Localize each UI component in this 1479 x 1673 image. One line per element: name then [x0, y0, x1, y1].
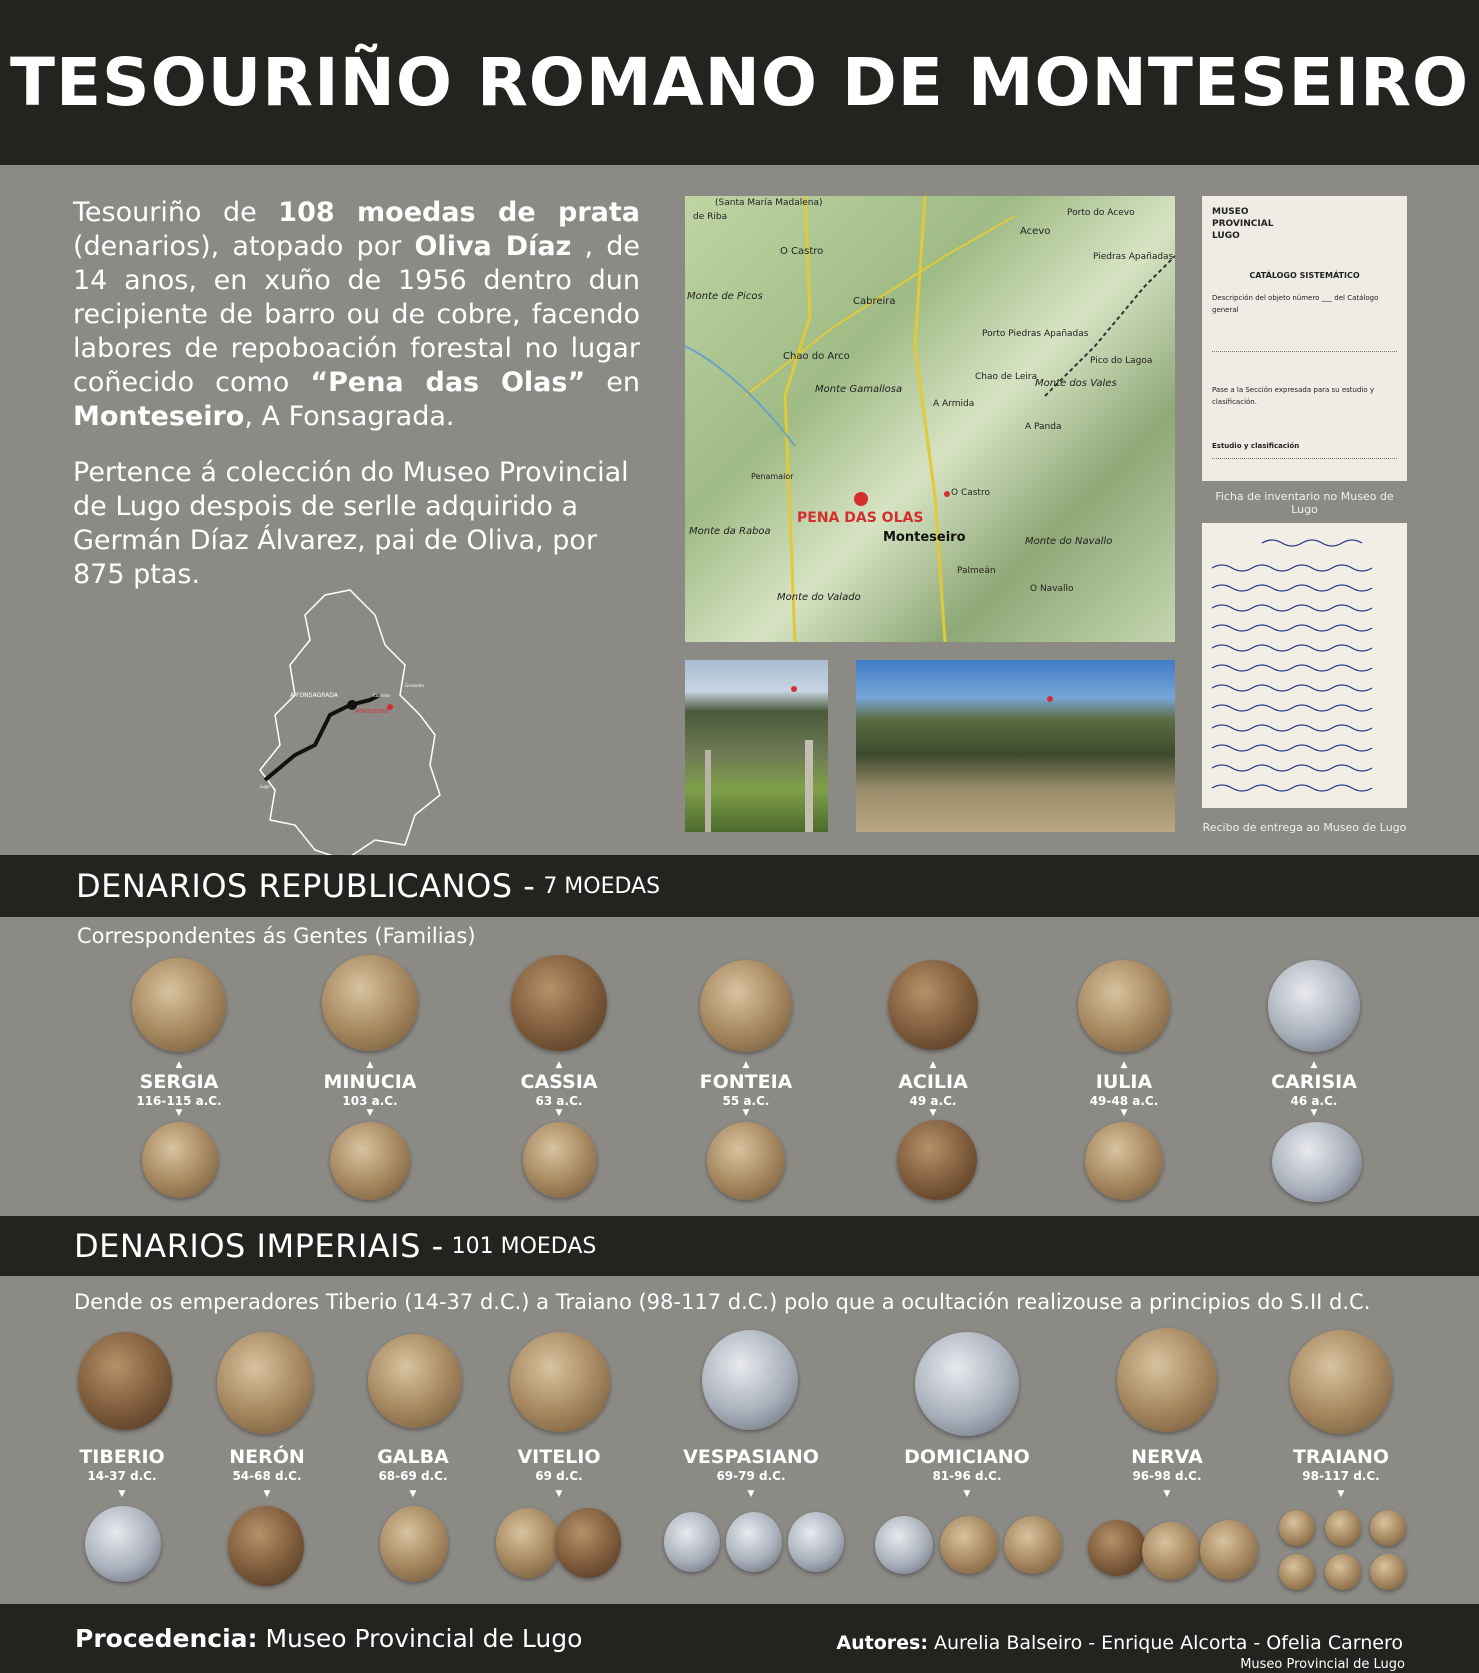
map-place-17: Penamaior	[751, 472, 794, 481]
coin-obverse	[511, 955, 607, 1051]
coin-obverse	[510, 1332, 610, 1432]
locator-label-monteseiro: MONTESEIRO	[355, 709, 389, 715]
coin-reverse	[897, 1120, 977, 1200]
coin-reverse	[664, 1512, 720, 1572]
coin-obverse	[915, 1332, 1019, 1436]
coin-label-vitelio: VITELIO 69 d.C.	[517, 1446, 601, 1483]
coin-reverse	[940, 1516, 998, 1574]
coin-reverse	[788, 1512, 844, 1572]
map-place-18: O Castro	[951, 488, 990, 498]
map-place-14: Monte dos Vales	[1035, 378, 1117, 389]
fence-post	[805, 740, 813, 832]
coin-label-vespasiano: VESPASIANO 69-79 d.C.	[683, 1446, 819, 1483]
arrow-up-icon: ▲	[175, 1060, 183, 1070]
map-place-5: Porto do Acevo	[1067, 208, 1135, 218]
coin-reverse	[523, 1122, 597, 1198]
coin-obverse	[1078, 960, 1170, 1052]
map-place-3: O Castro	[780, 246, 824, 257]
coin-label-cassia: CASSIA 63 a.C.	[520, 1071, 598, 1108]
coin-label-neron: NERÓN 54-68 d.C.	[229, 1446, 305, 1483]
receipt-handwriting	[1202, 523, 1407, 808]
republican-title: DENARIOS REPUBLICANOS -	[76, 867, 536, 905]
coin-label-domiciano: DOMICIANO 81-96 d.C.	[904, 1446, 1030, 1483]
intro-paragraph-1: Tesouriño de 108 moedas de prata (denarios), atopado por Oliva Díaz , de 14 anos, en xuño de 1956 dentro dun recipiente de barro ou de cobre, facendo labores de repoboación forestal no lugar coñecido como “Pena das Olas” en Monteseiro, A Fonsagrada.	[73, 197, 640, 432]
coin-reverse	[707, 1122, 785, 1200]
inventory-card-catalog: CATÁLOGO SISTEMÁTICO	[1249, 271, 1360, 280]
map-river	[685, 346, 795, 446]
receipt-caption: Recibo de entrega ao Museo de Lugo	[1202, 821, 1407, 834]
coin-label-nerva: NERVA 96-98 d.C.	[1131, 1446, 1203, 1483]
coin-obverse	[888, 960, 978, 1050]
coin-obverse	[217, 1332, 313, 1434]
map-place-10: Porto Piedras Apañadas	[982, 329, 1089, 339]
coin-label-acilia: ACILIA 49 a.C.	[898, 1071, 968, 1108]
coin-reverse	[1004, 1516, 1062, 1574]
map-site-label: PENA DAS OLAS	[797, 510, 924, 526]
map-road-2	[915, 196, 945, 642]
map-place-15: A Armida	[933, 399, 975, 409]
arrow-down-icon: ▼	[263, 1489, 271, 1499]
coin-reverse	[555, 1508, 621, 1578]
locator-label-lugo: Lugo	[260, 784, 270, 789]
republican-count: 7 MOEDAS	[543, 873, 661, 899]
museum-credit: Museo Provincial de Lugo	[1240, 1657, 1405, 1672]
coin-reverse	[142, 1122, 218, 1198]
arrow-down-icon: ▼	[118, 1489, 126, 1499]
provenance: Procedencia: Museo Provincial de Lugo	[75, 1624, 583, 1653]
coin-obverse	[1117, 1328, 1217, 1432]
imperial-title: DENARIOS IMPERIAIS -	[74, 1227, 444, 1265]
coin-obverse	[368, 1334, 462, 1428]
receipt-document	[1202, 523, 1407, 808]
coin-reverse	[228, 1506, 304, 1586]
map-place-11: Pico do Lagoa	[1090, 356, 1153, 366]
inventory-card-line2: Pase a la Sección expresada para su estudio y clasificación.	[1212, 386, 1374, 406]
monteseiro-dot	[944, 491, 950, 497]
landscape-photo-right	[856, 660, 1175, 832]
republican-subtitle: Correspondentes ás Gentes (Familias)	[77, 924, 476, 948]
arrow-down-icon: ▼	[555, 1489, 563, 1499]
coin-reverse	[1085, 1122, 1163, 1200]
map-place-20: Monte do Navallo	[1025, 536, 1113, 547]
map-place-4: Acevo	[1020, 226, 1051, 237]
map-place-9: Chao do Arco	[783, 351, 850, 362]
arrow-up-icon: ▲	[1120, 1060, 1128, 1070]
inventory-card-heading: MUSEO PROVINCIAL LUGO	[1212, 207, 1274, 241]
locator-outline	[260, 590, 440, 860]
title-band	[0, 0, 1479, 165]
republican-section-header	[0, 855, 1479, 917]
coin-reverse	[1325, 1554, 1361, 1590]
arrow-up-icon: ▲	[555, 1060, 563, 1070]
coin-obverse	[702, 1330, 798, 1430]
locator-label-cabreira: Cabreira	[373, 693, 391, 698]
coin-label-tiberio: TIBERIO 14-37 d.C.	[79, 1446, 165, 1483]
inventory-card	[1202, 196, 1407, 481]
arrow-up-icon: ▲	[366, 1060, 374, 1070]
arrow-down-icon: ▼	[409, 1489, 417, 1499]
coin-reverse	[1279, 1554, 1315, 1590]
map-overlay	[685, 196, 1175, 642]
arrow-up-icon: ▲	[929, 1060, 937, 1070]
coin-reverse	[1279, 1510, 1315, 1546]
coin-reverse	[380, 1506, 448, 1582]
authors: Autores: Aurelia Balseiro - Enrique Alcorta - Ofelia Carnero	[836, 1632, 1403, 1654]
map-road-1	[785, 196, 810, 642]
arrow-down-icon: ▼	[1120, 1108, 1128, 1118]
coin-label-carisia: CARISIA 46 a.C.	[1271, 1071, 1357, 1108]
inventory-card-line1: Descripción del objeto número ___ del Catálogo general	[1212, 294, 1379, 314]
intro-paragraph-2: Pertence á colección do Museo Provincial de Lugo despois de serlle adquirido a Germán Díaz Álvarez, pai de Oliva, por 875 ptas.	[73, 457, 629, 590]
map-place-1: (Santa María Madalena)	[715, 198, 823, 208]
map-place-19: Monte da Raboa	[689, 526, 771, 537]
arrow-down-icon: ▼	[742, 1108, 750, 1118]
map-place-13: Chao de Leira	[975, 372, 1038, 382]
coin-obverse	[1290, 1330, 1392, 1434]
coin-reverse	[1142, 1522, 1200, 1580]
photo-left-marker	[791, 686, 797, 692]
inventory-card-handwriting	[1212, 324, 1397, 352]
locator-label-gruandes: Gruandes	[405, 683, 425, 688]
coin-reverse	[330, 1122, 410, 1200]
arrow-down-icon: ▼	[929, 1108, 937, 1118]
coin-reverse	[1272, 1122, 1362, 1202]
coin-reverse	[85, 1506, 161, 1582]
arrow-down-icon: ▼	[1310, 1108, 1318, 1118]
arrow-down-icon: ▼	[175, 1108, 183, 1118]
coin-reverse	[496, 1508, 560, 1578]
page-title: TESOURIÑO ROMANO DE MONTESEIRO	[9, 44, 1470, 121]
coin-reverse	[1370, 1510, 1406, 1546]
pena-das-olas-marker	[854, 492, 868, 506]
arrow-down-icon: ▼	[747, 1489, 755, 1499]
map-place-21: Monte do Valado	[777, 592, 861, 603]
coin-obverse	[322, 955, 418, 1051]
coin-obverse	[132, 958, 226, 1052]
coin-label-minucia: MINUCIA 103 a.C.	[323, 1071, 417, 1108]
map-place-2: de Riba	[693, 212, 728, 222]
map-place-22: Palmeán	[957, 566, 996, 576]
coin-reverse	[726, 1512, 782, 1572]
inventory-card-notes	[1212, 458, 1397, 481]
map-place-16: A Panda	[1025, 422, 1062, 432]
landscape-photo-left	[685, 660, 828, 832]
coin-reverse	[1200, 1520, 1258, 1580]
coin-label-fonteia: FONTEIA 55 a.C.	[699, 1071, 793, 1108]
photo-right-marker	[1047, 696, 1053, 702]
arrow-down-icon: ▼	[963, 1489, 971, 1499]
locator-map	[255, 585, 455, 865]
map-place-8: Cabreira	[853, 296, 896, 307]
imperial-count: 101 MOEDAS	[451, 1233, 597, 1259]
arrow-up-icon: ▲	[742, 1060, 750, 1070]
arrow-down-icon: ▼	[555, 1108, 563, 1118]
coin-label-sergia: SERGIA 116-115 a.C.	[136, 1071, 222, 1108]
coin-reverse	[1088, 1520, 1146, 1576]
arrow-down-icon: ▼	[1163, 1489, 1171, 1499]
locator-label-fonsagrada: A FONSAGRADA	[290, 692, 338, 699]
imperial-subtitle: Dende os emperadores Tiberio (14-37 d.C.) a Traiano (98-117 d.C.) polo que a ocultación realizouse a principios do S.II d.C.	[74, 1290, 1371, 1314]
inventory-card-caption: Ficha de inventario no Museo de Lugo	[1215, 490, 1394, 516]
topographic-map	[685, 196, 1175, 642]
map-place-6: Piedras Apañadas	[1093, 252, 1174, 262]
imperial-section-header	[0, 1216, 1479, 1276]
coin-label-iulia: IULIA 49-48 a.C.	[1089, 1071, 1159, 1108]
map-town-label: Monteseiro	[883, 530, 966, 545]
arrow-down-icon: ▼	[1337, 1489, 1345, 1499]
coin-obverse	[1268, 960, 1360, 1052]
inventory-card-line3: Estudio y clasificación	[1212, 442, 1300, 450]
map-place-12: Monte Gamallosa	[815, 384, 903, 395]
coin-reverse	[1370, 1554, 1406, 1590]
coin-reverse	[1325, 1510, 1361, 1546]
map-boundary	[1045, 256, 1175, 396]
coin-label-galba: GALBA 68-69 d.C.	[377, 1446, 449, 1483]
map-place-23: O Navallo	[1030, 584, 1074, 594]
coin-obverse	[78, 1332, 172, 1430]
arrow-up-icon: ▲	[1310, 1060, 1318, 1070]
intro-text	[73, 196, 640, 614]
coin-obverse	[700, 960, 792, 1052]
fence-post	[705, 750, 711, 832]
arrow-down-icon: ▼	[366, 1108, 374, 1118]
coin-label-traiano: TRAIANO 98-117 d.C.	[1292, 1446, 1390, 1483]
coin-reverse	[875, 1516, 933, 1574]
map-place-7: Monte de Picos	[687, 291, 763, 302]
